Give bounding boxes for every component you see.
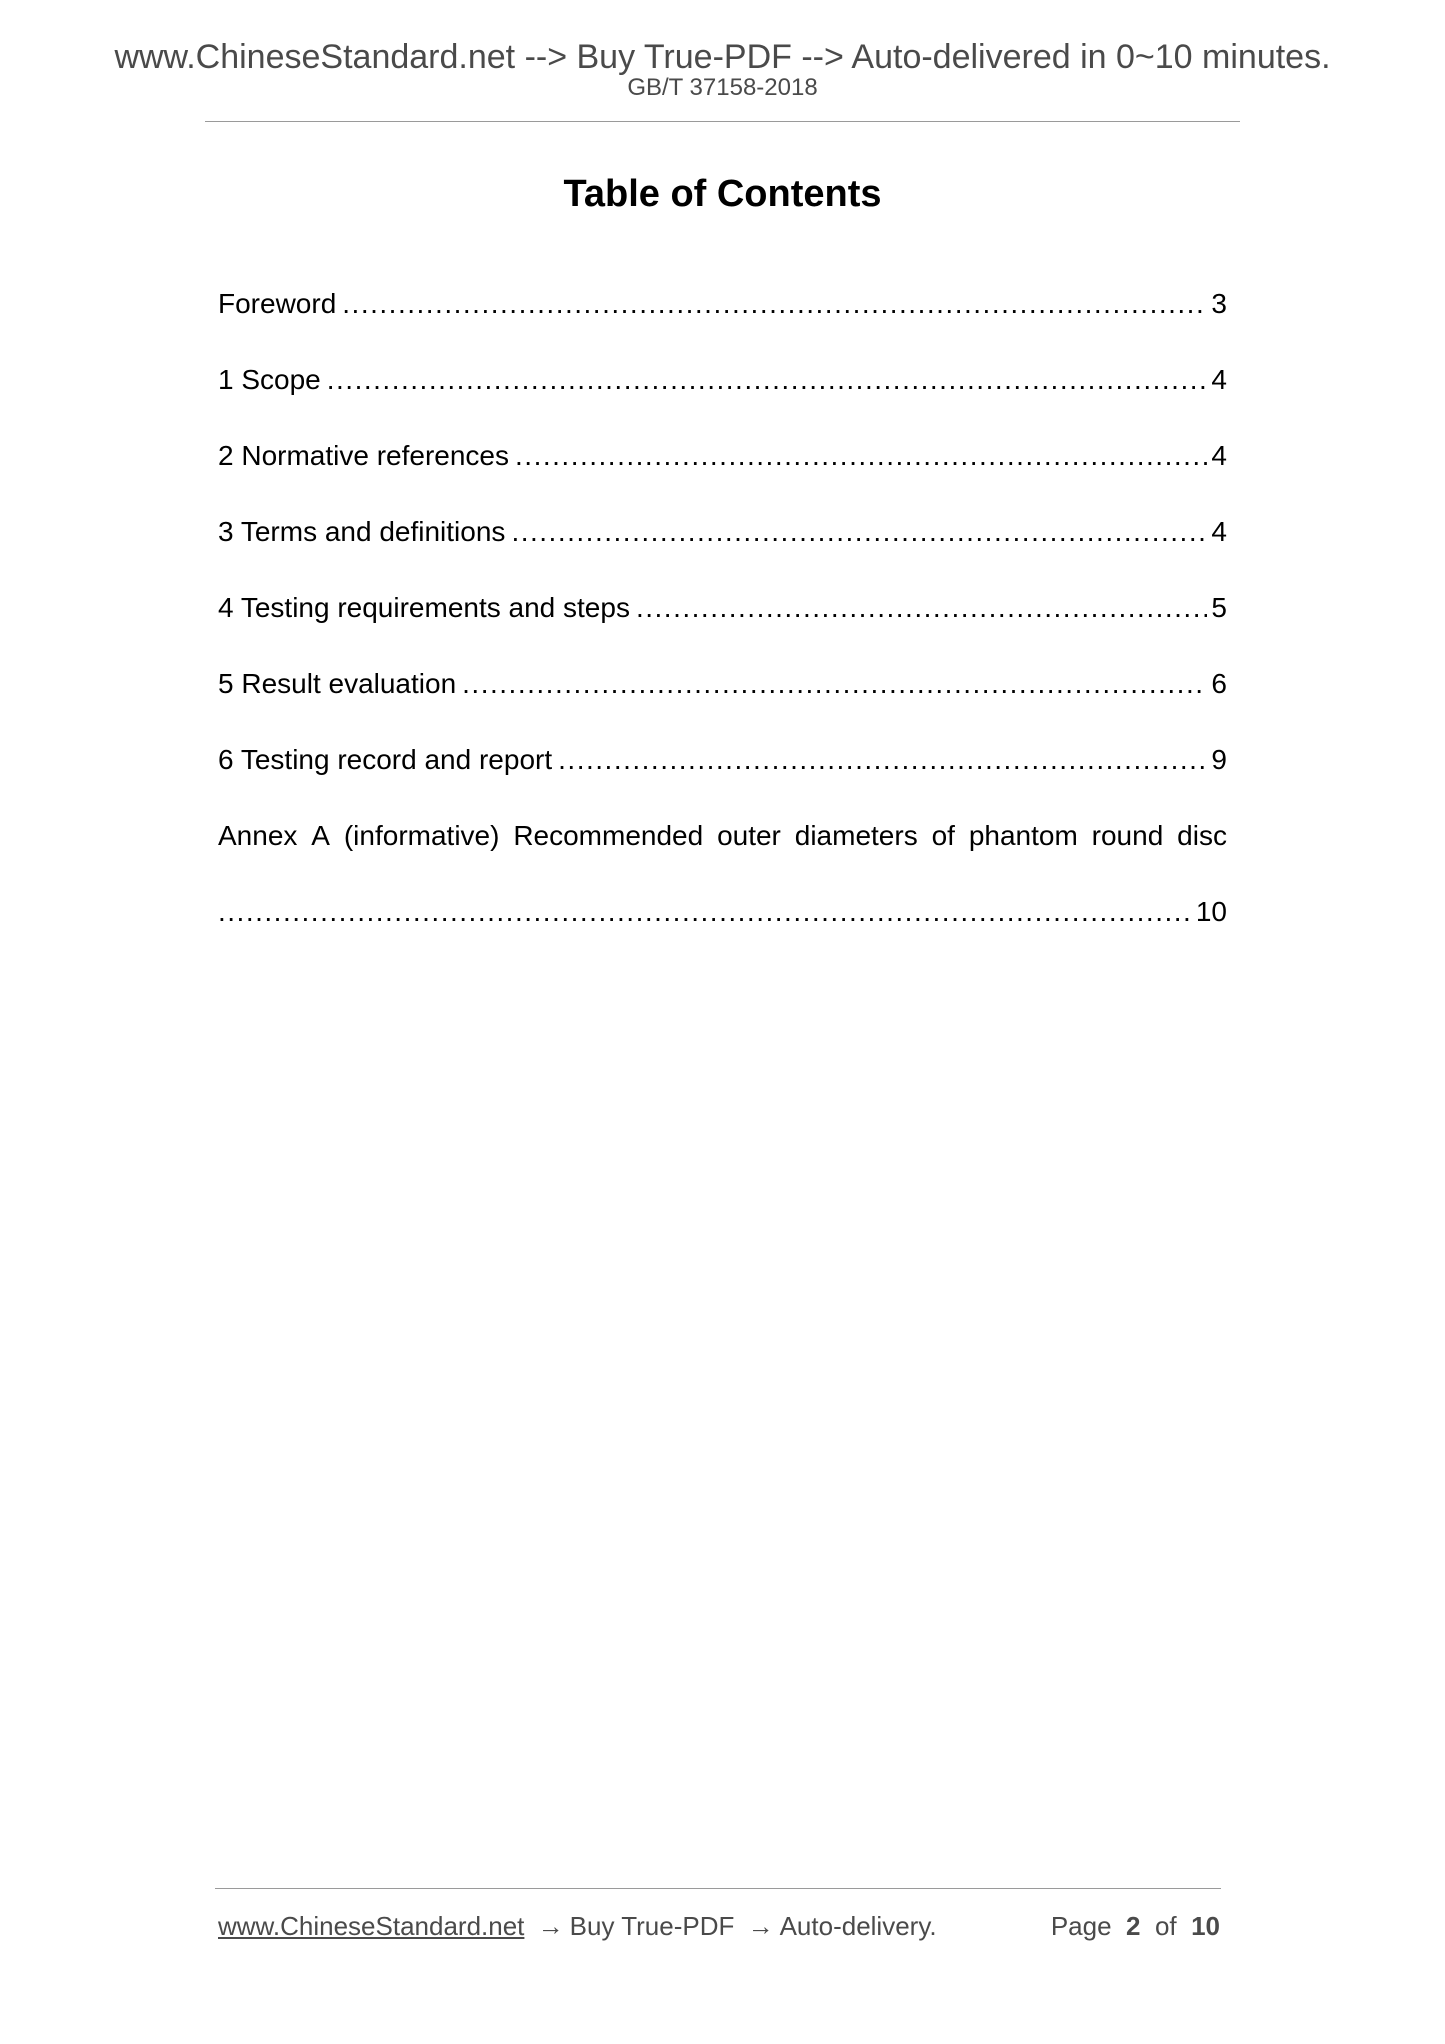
annex-word: round: [1091, 820, 1164, 851]
toc-entry-label: 2 Normative references: [218, 440, 510, 471]
toc-entry-label: Foreword: [218, 288, 337, 319]
annex-word: Recommended: [513, 820, 704, 851]
toc-entry-label: 4 Testing requirements and steps: [218, 592, 630, 623]
footer-delivery-text: Auto-delivery.: [779, 1911, 937, 1941]
toc-entry-annex-a-continuation[interactable]: [218, 892, 1227, 932]
toc-entry-page: 6: [1211, 668, 1227, 699]
page-footer: [218, 1908, 1220, 1944]
annex-word: of: [931, 820, 955, 851]
toc-entry-testing-requirements[interactable]: [218, 588, 1227, 628]
annex-word: outer: [717, 820, 781, 851]
document-code: GB/T 37158-2018: [627, 74, 818, 101]
table-of-contents: [218, 284, 1227, 968]
toc-entry-label: 5 Result evaluation: [218, 668, 457, 699]
footer-divider: [215, 1888, 1221, 1889]
toc-entry-label: 3 Terms and definitions: [218, 516, 506, 547]
toc-entry-result-evaluation[interactable]: [218, 664, 1227, 704]
toc-dot-leader: [511, 512, 1207, 552]
toc-entry-page: 4: [1211, 516, 1227, 547]
annex-word: phantom: [968, 820, 1078, 851]
page-word: Page: [1050, 1911, 1112, 1941]
footer-site-link[interactable]: www.ChineseStandard.net: [218, 1911, 525, 1941]
toc-entry-page: 9: [1211, 744, 1227, 775]
header-divider: [205, 121, 1240, 122]
of-word: of: [1154, 1911, 1177, 1941]
toc-entry-annex-a[interactable]: [218, 816, 1227, 856]
annex-word: A: [311, 820, 330, 851]
toc-dot-leader: [462, 664, 1207, 704]
footer-buy-text: Buy True-PDF: [569, 1911, 735, 1941]
toc-dot-leader: [558, 740, 1207, 780]
annex-word: disc: [1177, 820, 1227, 851]
toc-entry-testing-record[interactable]: [218, 740, 1227, 780]
arrow-right-icon: →: [537, 1911, 564, 1941]
toc-entry-page: 4: [1211, 440, 1227, 471]
toc-dot-leader: [636, 588, 1207, 628]
arrow-right-icon: →: [747, 1911, 774, 1941]
current-page: 2: [1126, 1911, 1141, 1941]
toc-entry-page: 10: [1195, 896, 1227, 927]
toc-entry-terms-definitions[interactable]: [218, 512, 1227, 552]
toc-entry-label: 6 Testing record and report: [218, 744, 553, 775]
toc-entry-foreword[interactable]: [218, 284, 1227, 324]
toc-dot-leader: [327, 360, 1208, 400]
annex-word: diameters: [794, 820, 918, 851]
toc-dot-leader: [342, 284, 1207, 324]
top-banner: www.ChineseStandard.net --> Buy True-PDF --> Auto-delivered in 0~10 minutes.: [114, 38, 1331, 76]
footer-promo: [218, 1908, 937, 1944]
toc-entry-page: 5: [1211, 592, 1227, 623]
toc-dot-leader: [515, 436, 1207, 476]
annex-word: (informative): [343, 820, 500, 851]
page-title: Table of Contents: [563, 173, 882, 215]
toc-entry-normative-references[interactable]: [218, 436, 1227, 476]
toc-dot-leader: [218, 892, 1192, 932]
toc-entry-page: 4: [1211, 364, 1227, 395]
toc-entry-label: 1 Scope: [218, 364, 321, 395]
total-pages: 10: [1191, 1911, 1220, 1941]
page-number: [1051, 1908, 1220, 1944]
toc-entry-page: 3: [1211, 288, 1227, 319]
toc-entry-scope[interactable]: [218, 360, 1227, 400]
annex-word: Annex: [218, 820, 298, 851]
